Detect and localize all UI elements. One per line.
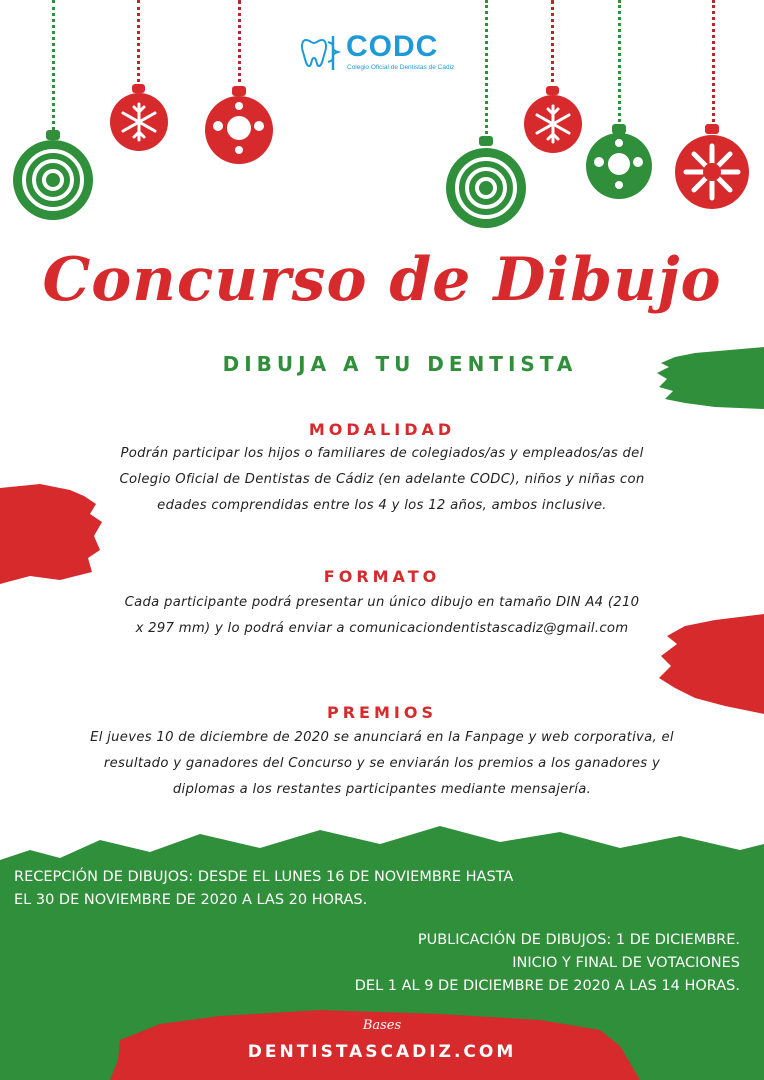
- logo-name: CODC: [346, 30, 439, 63]
- premios-heading: PREMIOS: [327, 703, 437, 722]
- premios-line: diplomas a los restantes participantes mediante mensajería.: [172, 782, 592, 797]
- caduceus-tooth-icon: [300, 32, 342, 72]
- recepcion-info: [14, 866, 513, 912]
- modalidad-line: Colegio Oficial de Dentistas de Cádiz (en adelante CODC), niños y niñas con: [119, 472, 645, 487]
- ornament-string: [238, 0, 241, 90]
- publicacion-line: DEL 1 AL 9 DE DICIEMBRE DE 2020 A LAS 14 HORAS.: [354, 978, 740, 994]
- green-dots-ornament-icon: [584, 124, 654, 202]
- page-subtitle: DIBUJA A TU DENTISTA: [222, 352, 578, 376]
- red-starburst-ornament-icon: [673, 124, 751, 210]
- publicacion-info: [355, 929, 740, 998]
- ornament-string: [137, 0, 140, 88]
- recepcion-line: RECEPCIÓN DE DIBUJOS: DESDE EL LUNES 16 DE NOVIEMBRE HASTA: [14, 869, 514, 885]
- modalidad-body: [0, 441, 764, 519]
- formato-body: [0, 590, 764, 642]
- ornament-string: [52, 0, 55, 130]
- modalidad-line: Podrán participar los hijos o familiares de colegiados/as y empleados/as del: [120, 446, 644, 461]
- ornament-string: [712, 0, 715, 128]
- green-ring-ornament-icon: [10, 130, 96, 220]
- recepcion-line: EL 30 DE NOVIEMBRE DE 2020 A LAS 20 HORAS.: [14, 892, 368, 908]
- formato-heading: FORMATO: [323, 567, 441, 586]
- formato-line: Cada participante podrá presentar un único dibujo en tamaño DIN A4 (210: [124, 595, 640, 610]
- premios-line: El jueves 10 de diciembre de 2020 se anunciará en la Fanpage y web corporativa, el: [90, 730, 674, 745]
- page-title: Concurso de Dibujo: [42, 245, 722, 315]
- modalidad-line: edades comprendidas entre los 4 y los 12 años, ambos inclusive.: [157, 498, 607, 513]
- ornament-string: [618, 0, 621, 128]
- publicacion-line: INICIO Y FINAL DE VOTACIONES: [512, 955, 740, 971]
- logo-subtitle: Colegio Oficial de Dentistas de Cádiz: [347, 64, 455, 71]
- ornament-string: [551, 0, 554, 90]
- red-snowflake-ornament-icon: [522, 86, 584, 156]
- premios-body: [0, 725, 764, 803]
- modalidad-heading: MODALIDAD: [308, 420, 456, 439]
- bases-label: Bases: [362, 1018, 402, 1033]
- publicacion-line: PUBLICACIÓN DE DIBUJOS: 1 DE DICIEMBRE.: [417, 932, 740, 948]
- red-dots-ornament-icon: [203, 86, 275, 168]
- red-snowflake-ornament-icon: [108, 84, 170, 154]
- website-link[interactable]: DENTISTASCADIZ.COM: [247, 1042, 517, 1062]
- red-bottom-band: [0, 1000, 764, 1080]
- green-ring-ornament-icon: [443, 136, 529, 230]
- ornament-string: [485, 0, 488, 140]
- premios-line: resultado y ganadores del Concurso y se enviarán los premios a los ganadores y: [103, 756, 661, 771]
- formato-line: x 297 mm) y lo podrá enviar a comunicaciondentistascadiz@gmail.com: [135, 621, 629, 636]
- codc-logo: [300, 30, 465, 74]
